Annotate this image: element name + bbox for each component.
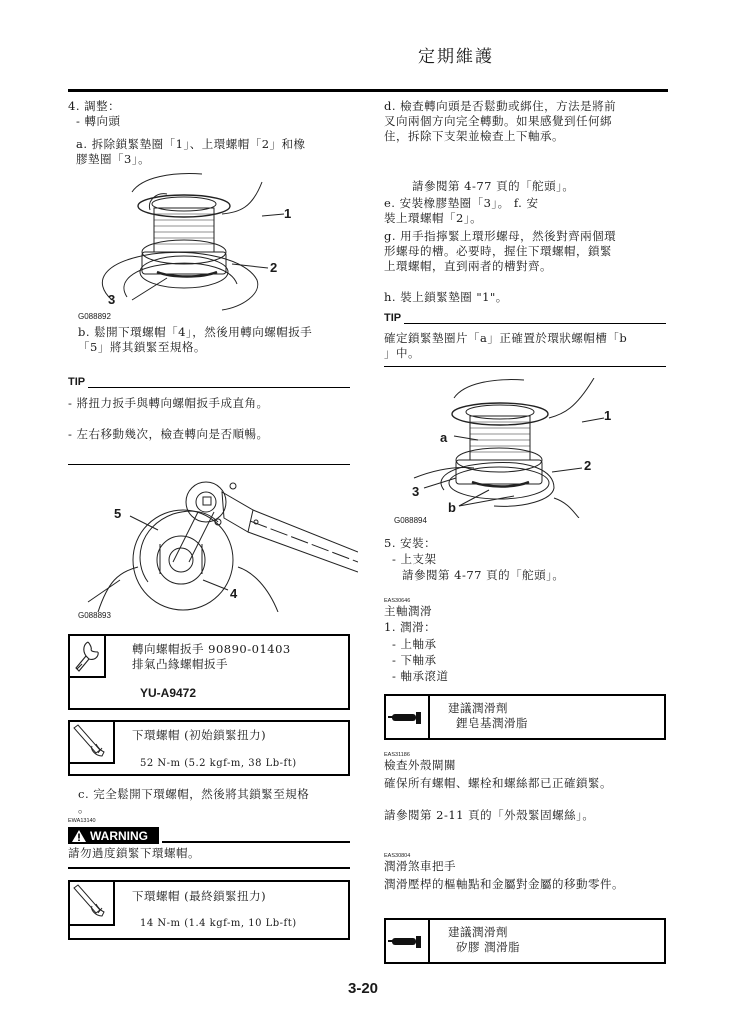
tip-label: TIP bbox=[384, 312, 402, 324]
special-tool-box bbox=[68, 634, 350, 710]
step-e-line1: e. 安裝橡膠墊圈「3」。 f. 安 bbox=[384, 196, 539, 210]
step-c-line1: c. 完全鬆開下環螺帽，然後將其鎖緊至規格 bbox=[78, 787, 310, 801]
header-divider bbox=[68, 89, 668, 92]
recommended-lubricant-box bbox=[384, 694, 666, 740]
step-g-line2: 形螺母的槽。必要時，握住下環螺帽，鎖緊 bbox=[384, 244, 612, 258]
warning-triangle-icon bbox=[72, 830, 86, 842]
item-upper-bracket: - 上支架 bbox=[392, 552, 437, 566]
step-g-line3: 上環螺帽，直到兩者的槽對齊。 bbox=[384, 259, 552, 273]
callout-2: 2 bbox=[584, 458, 592, 473]
callout-3: 3 bbox=[108, 292, 116, 307]
callout-2: 2 bbox=[270, 260, 278, 275]
step-d-line3: 住，拆除下支架並檢查上下軸承。 bbox=[384, 129, 564, 143]
torque-spec-final bbox=[68, 880, 350, 940]
tip-rule-bottom bbox=[68, 464, 350, 465]
step-4-heading: 4. 調整： bbox=[68, 99, 121, 113]
step-a-line2: 膠墊圈「3」。 bbox=[76, 152, 151, 166]
tool-name-line2: 排氣凸緣螺帽扳手 bbox=[132, 657, 228, 671]
section-code: EAS30646 bbox=[384, 598, 411, 604]
tip-item: - 將扭力扳手與轉向螺帽扳手成直角。 bbox=[68, 396, 269, 410]
figure-code: G088892 bbox=[78, 312, 111, 321]
warning-text: 請勿過度鎖緊下環螺帽。 bbox=[68, 846, 200, 860]
grease-gun-icon bbox=[386, 920, 430, 962]
lubricant-value: 鋰皂基潤滑脂 bbox=[456, 716, 528, 730]
lubricant-value: 矽膠 潤滑脂 bbox=[456, 940, 521, 954]
lubricant-title: 建議潤滑劑 bbox=[448, 701, 508, 715]
lubricant-title: 建議潤滑劑 bbox=[448, 925, 508, 939]
grease-gun-icon bbox=[386, 696, 430, 738]
torque-value: 52 N-m (5.2 kgf-m, 38 Lb-ft) bbox=[140, 758, 297, 769]
warning-label: WARNING bbox=[90, 828, 148, 843]
section-code: EAS30804 bbox=[384, 853, 411, 859]
lube-item: - 上軸承 bbox=[392, 637, 437, 651]
step-1-heading: 1. 潤滑： bbox=[384, 620, 437, 634]
section-text: 確保所有螺帽、螺栓和螺絲都已正確鎖緊。 bbox=[384, 776, 612, 790]
step-e-line2: 裝上環螺帽「2」。 bbox=[384, 211, 483, 225]
lube-item: - 下軸承 bbox=[392, 653, 437, 667]
wrench-tool-icon bbox=[70, 636, 106, 678]
warning-rule-top bbox=[162, 841, 350, 843]
figure-torque-wrench bbox=[78, 472, 358, 612]
torque-title: 下環螺帽 (最終鎖緊扭力) bbox=[132, 889, 267, 903]
torque-value: 14 N-m (1.4 kgf-m, 10 Lb-ft) bbox=[140, 918, 297, 929]
tip-rule-top bbox=[404, 323, 666, 324]
callout-4: 4 bbox=[230, 586, 238, 601]
torque-spec-initial bbox=[68, 720, 350, 776]
tip-item: - 左右移動幾次，檢查轉向是否順暢。 bbox=[68, 427, 269, 441]
reference-steering-head: 請參閱第 4-77 頁的「舵頭」。 bbox=[412, 179, 575, 193]
recommended-lubricant-box bbox=[384, 918, 666, 964]
tip-label: TIP bbox=[68, 376, 86, 388]
page-number: 3-20 bbox=[348, 980, 379, 997]
step-g-line1: g. 用手指擰緊上環形螺母，然後對齊兩個環 bbox=[384, 229, 617, 243]
lube-item: - 軸承滾道 bbox=[392, 669, 449, 683]
figure-lock-washer-install bbox=[394, 378, 634, 518]
warning-code: EWA13140 bbox=[68, 818, 96, 824]
section-title: 潤滑煞車把手 bbox=[384, 859, 456, 873]
figure-code: G088894 bbox=[394, 516, 427, 525]
tip-rule-bottom bbox=[384, 366, 666, 367]
section-title: 檢查外殼閘關 bbox=[384, 758, 456, 772]
section-text: 潤滑壓桿的樞軸點和金屬對金屬的移動零件。 bbox=[384, 877, 624, 891]
callout-1: 1 bbox=[604, 408, 612, 423]
callout-3: 3 bbox=[412, 484, 420, 499]
step-b-line2: 「5」將其鎖緊至規格。 bbox=[78, 340, 206, 354]
warning-badge bbox=[68, 827, 159, 844]
callout-b: b bbox=[448, 500, 456, 515]
figure-code: G088893 bbox=[78, 611, 111, 620]
section-title: 主軸潤滑 bbox=[384, 604, 432, 618]
torque-wrench-icon bbox=[70, 722, 115, 764]
step-d-line1: d. 檢查轉向頭是否鬆動或綁住，方法是將前 bbox=[384, 99, 617, 113]
page-title: 定期維護 bbox=[418, 47, 494, 67]
tool-part-number: YU-A9472 bbox=[140, 686, 197, 700]
warning-rule-bottom bbox=[68, 867, 350, 869]
tip-rule-top bbox=[88, 387, 350, 388]
callout-1: 1 bbox=[284, 206, 292, 221]
reference-steering-head: 請參閱第 4-77 頁的「舵頭」。 bbox=[402, 568, 565, 582]
step-b-line1: b. 鬆開下環螺帽「4」，然後用轉向螺帽扳手 bbox=[78, 325, 313, 339]
callout-a: a bbox=[440, 430, 448, 445]
tip-line2: 」中。 bbox=[384, 346, 420, 360]
item-steering-head: - 轉向頭 bbox=[76, 114, 121, 128]
step-c-line2: 。 bbox=[78, 801, 90, 815]
step-d-line2: 叉向兩個方向完全轉動。如果感覺到任何綁 bbox=[384, 114, 612, 128]
section-reference: 請參閱第 2-11 頁的「外殼緊固螺絲」。 bbox=[384, 808, 595, 822]
tool-name-line1: 轉向螺帽扳手 90890-01403 bbox=[132, 642, 291, 656]
section-code: EAS31186 bbox=[384, 752, 410, 758]
figure-steering-nut-removal bbox=[72, 172, 312, 312]
tip-line1: 確定鎖緊墊圈片「a」正確置於環狀螺帽槽「b bbox=[384, 331, 628, 345]
torque-wrench-icon bbox=[70, 882, 115, 926]
step-a-line1: a. 拆除鎖緊墊圈「1」、上環螺帽「2」和橡 bbox=[76, 137, 306, 151]
step-h: h. 裝上鎖緊墊圈 "1"。 bbox=[384, 290, 508, 304]
step-5-heading: 5. 安裝： bbox=[384, 536, 437, 550]
callout-5: 5 bbox=[114, 506, 122, 521]
torque-title: 下環螺帽 (初始鎖緊扭力) bbox=[132, 728, 267, 742]
